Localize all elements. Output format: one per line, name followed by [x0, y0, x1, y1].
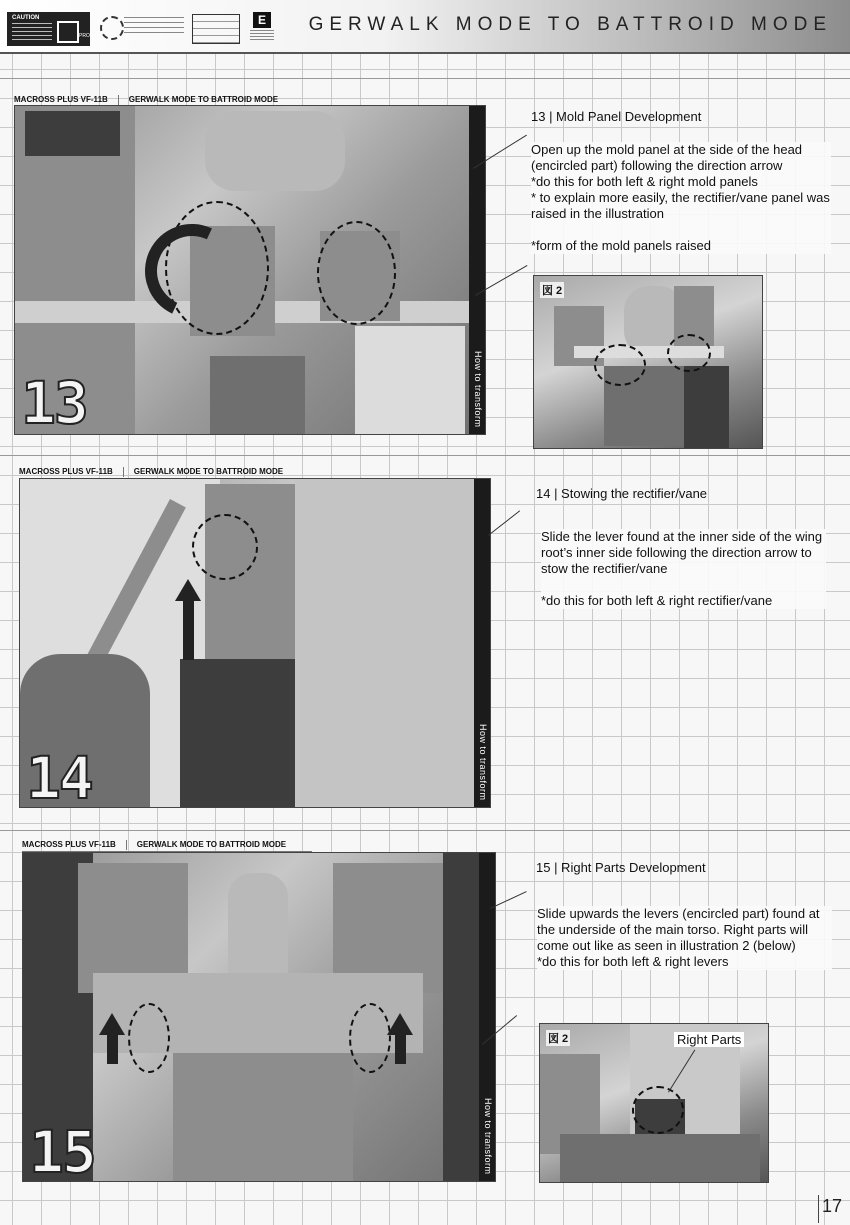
step-heading: 14 | Stowing the rectifier/vane — [536, 486, 708, 501]
illustration-2-inset — [539, 1023, 769, 1183]
caution-fine-print — [12, 23, 52, 43]
step-14-photo — [19, 478, 491, 808]
illustration-2-inset — [533, 275, 763, 449]
step-number: 14 — [26, 744, 92, 808]
right-parts-callout: Right Parts — [674, 1032, 744, 1047]
spec-table — [192, 14, 240, 44]
side-strip: How to transform — [469, 106, 485, 434]
encircle-marker — [632, 1086, 684, 1134]
step-number: 15 — [29, 1118, 95, 1182]
leader-line — [488, 510, 520, 535]
up-arrow-shaft — [107, 1034, 118, 1064]
encircle-marker — [317, 221, 396, 325]
encircle-marker — [128, 1003, 170, 1073]
up-arrow-icon — [387, 1013, 413, 1035]
step-heading: 13 | Mold Panel Development — [531, 109, 702, 124]
step-instructions: Open up the mold panel at the side of the head (encircled part) following the direction arrow *do this for both left & right mold panels * to explain more easily, the rectifier/vane panel was raised in the illustration *form of the mold panels raised — [531, 142, 830, 253]
up-arrow-icon — [175, 579, 201, 601]
rating-fine-print — [250, 30, 274, 40]
step-13-photo — [14, 105, 486, 435]
step-instructions: Slide upwards the levers (encircled part) found at the underside of the main torso. Right parts will come out like as seen in illustration 2 (below) *do this for both left & right levers — [537, 906, 832, 970]
panel-label: MACROSS PLUS VF-11B GERWALK MODE TO BATTROID MODE — [22, 840, 312, 852]
encircle-marker — [667, 334, 711, 372]
page-number: 17 — [821, 1196, 842, 1216]
dashed-circle-icon — [100, 16, 124, 40]
up-arrow-shaft — [183, 600, 194, 660]
step-heading: 15 | Right Parts Development — [536, 860, 706, 875]
side-strip: How to transform — [474, 479, 490, 807]
pro-label: PRO — [79, 33, 90, 39]
page-title: GERWALK MODE TO BATTROID MODE — [308, 14, 832, 35]
rating-logo: E — [253, 12, 271, 28]
divider — [0, 830, 850, 831]
page-header — [0, 0, 850, 54]
panel-label: MACROSS PLUS VF-11B GERWALK MODE TO BATTROID MODE — [19, 467, 309, 479]
caution-label: CAUTION — [12, 15, 40, 21]
encircle-marker — [349, 1003, 391, 1073]
encircle-marker — [192, 514, 258, 580]
step-instructions: Slide the lever found at the inner side of the wing root’s inner side following the direction arrow to stow the rectifier/vane *do this for both left & right rectifier/vane — [541, 529, 826, 609]
inset-label: 図 2 — [540, 282, 564, 298]
up-arrow-shaft — [395, 1034, 406, 1064]
encircle-marker — [594, 344, 646, 386]
page-number-rule — [818, 1195, 819, 1223]
caution-badge — [7, 12, 90, 46]
step-15-photo — [22, 852, 496, 1182]
up-arrow-icon — [99, 1013, 125, 1035]
inset-label: 図 2 — [546, 1030, 570, 1046]
panel-label: MACROSS PLUS VF-11B GERWALK MODE TO BATTROID MODE — [14, 95, 304, 107]
divider — [0, 78, 850, 79]
divider — [0, 455, 850, 456]
caution-mark-icon — [57, 21, 79, 43]
legend-fine-print — [124, 17, 184, 33]
side-strip: How to transform — [479, 853, 495, 1181]
step-number: 13 — [21, 369, 87, 435]
